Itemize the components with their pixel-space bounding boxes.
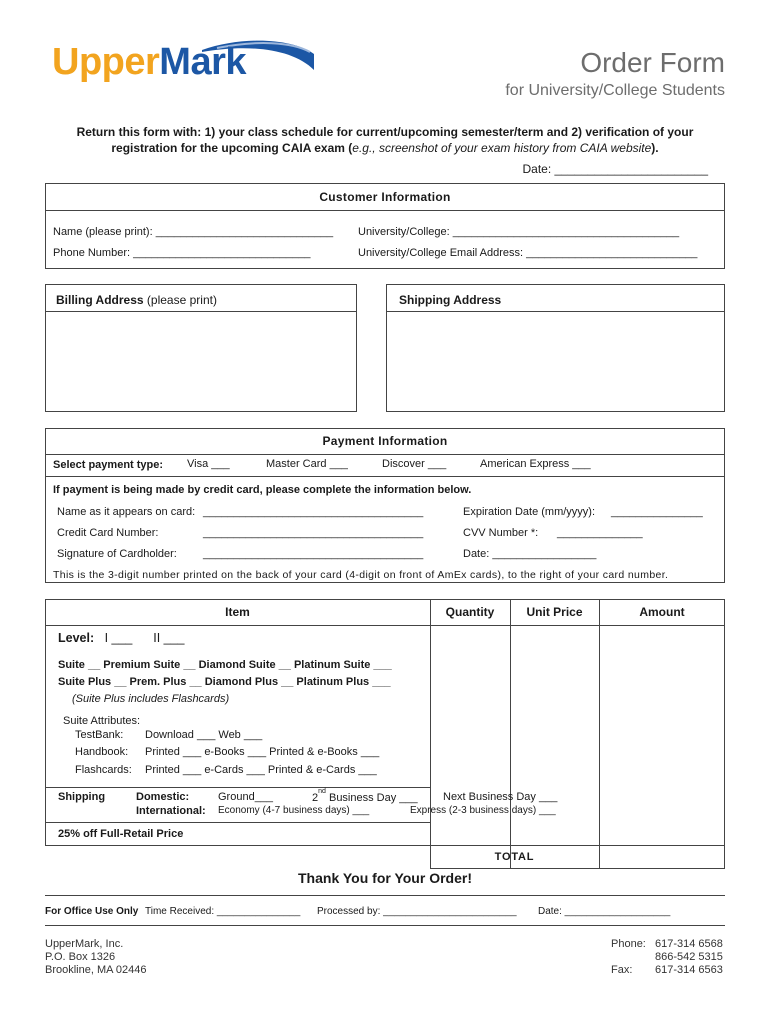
instructions-line2 (40, 140, 730, 156)
testbank-options[interactable]: Download ___ Web ___ (145, 729, 263, 741)
page-title: Order Form (580, 47, 725, 78)
credit-card-note: If payment is being made by credit card, please complete the information below. (53, 484, 472, 496)
flashcards-label: Flashcards: (75, 764, 132, 776)
suite-attributes-heading: Suite Attributes: (63, 715, 141, 727)
billing-heading-note: (please print) (143, 293, 217, 307)
divider (45, 210, 725, 211)
office-date-field[interactable]: Date: ___________________ (538, 906, 671, 917)
intl-economy-option[interactable]: Economy (4-7 business days) ___ (218, 805, 370, 816)
handbook-label: Handbook: (75, 746, 129, 758)
col-header-quantity: Quantity (445, 605, 495, 619)
contact-numbers (655, 938, 723, 977)
name-on-card-label: Name as it appears on card: (57, 506, 196, 518)
discover-option[interactable]: Discover ___ (382, 458, 447, 470)
billing-heading-label: Billing Address (56, 293, 144, 307)
level-label: Level: (58, 631, 95, 645)
city: Brookline, MA 02446 (45, 964, 147, 976)
expiration-field[interactable]: _______________ (611, 506, 703, 518)
payment-type-label: Select payment type: (53, 459, 164, 471)
divider (599, 599, 600, 869)
domestic-next-day-option[interactable]: Next Business Day ___ (443, 791, 558, 803)
ordinal-suffix: nd (318, 788, 326, 795)
shipping-label: Shipping (58, 791, 106, 803)
level-1-option[interactable]: I ___ (104, 631, 133, 645)
instructions-line2-a: registration for the upcoming CAIA exam ( (111, 141, 353, 155)
divider (45, 822, 430, 823)
divider (430, 845, 725, 846)
card-number-field[interactable]: ____________________________________ (203, 527, 424, 539)
logo (52, 41, 246, 84)
logo-upper: Upper (52, 41, 160, 83)
level-row (58, 631, 185, 645)
domestic-ground-option[interactable]: Ground___ (218, 791, 274, 803)
company-name: UpperMark, Inc. (45, 938, 124, 950)
shipping-address-heading: Shipping Address (399, 293, 502, 307)
office-use-label: For Office Use Only (45, 906, 139, 917)
amex-option[interactable]: American Express ___ (480, 458, 591, 470)
instructions (40, 124, 730, 156)
cvv-label: CVV Number *: (463, 527, 539, 539)
payment-date-field[interactable]: Date: _________________ (463, 548, 597, 560)
billing-address-heading (56, 293, 217, 307)
suite-note: (Suite Plus includes Flashcards) (72, 693, 230, 705)
phone-field[interactable]: Phone Number: _____________________________ (53, 247, 311, 259)
instructions-line2-c: ). (651, 141, 659, 155)
thank-you-message: Thank You for Your Order! (298, 870, 472, 886)
mastercard-option[interactable]: Master Card ___ (266, 458, 348, 470)
signature-label: Signature of Cardholder: (57, 548, 177, 560)
instructions-line1: Return this form with: 1) your class schedule for current/upcoming semester/term and 2) verification of your (76, 125, 694, 139)
expiration-label: Expiration Date (mm/yyyy): (463, 506, 596, 518)
name-on-card-field[interactable]: ____________________________________ (203, 506, 424, 518)
po-box: P.O. Box 1326 (45, 951, 116, 963)
col-header-unit-price: Unit Price (526, 605, 583, 619)
processed-by-field[interactable]: Processed by: ________________________ (317, 906, 517, 917)
divider (45, 476, 725, 477)
domestic-2nd-day-option[interactable] (312, 788, 418, 804)
phone-number-2: 866-542 5315 (655, 951, 723, 963)
suite-options-row1[interactable]: Suite __ Premium Suite __ Diamond Suite __ Platinum Suite ___ (58, 659, 392, 671)
divider (45, 925, 725, 926)
international-label: International: (136, 805, 206, 817)
divider (45, 625, 725, 626)
logo-mark: Mark (159, 41, 247, 83)
flashcards-options[interactable]: Printed ___ e-Cards ___ Printed & e-Cards ___ (145, 764, 377, 776)
cvv-note: This is the 3-digit number printed on the back of your card (4-digit on front of AmEx cards), to the right of your card number. (53, 569, 669, 581)
divider (386, 311, 725, 312)
divider (430, 599, 431, 869)
divider (510, 599, 511, 869)
date-field[interactable]: Date: _______________________ (522, 162, 708, 176)
company-address (45, 938, 147, 977)
divider (45, 454, 725, 455)
divider (45, 895, 725, 896)
ordinal-number: 2 (312, 791, 319, 804)
contact-labels (611, 938, 646, 977)
divider (45, 311, 357, 312)
total-label: TOTAL (494, 851, 535, 863)
handbook-options[interactable]: Printed ___ e-Books ___ Printed & e-Books ___ (145, 746, 380, 758)
university-field[interactable]: University/College: _____________________________________ (358, 226, 680, 238)
col-header-amount: Amount (639, 605, 685, 619)
phone-label: Phone: (611, 938, 646, 950)
fax-label: Fax: (611, 964, 633, 976)
discount-label: 25% off Full-Retail Price (58, 828, 184, 840)
page-subtitle: for University/College Students (505, 82, 725, 99)
intl-express-option[interactable]: Express (2-3 business days) ___ (410, 805, 556, 816)
signature-field[interactable]: ____________________________________ (203, 548, 424, 560)
ordinal-text: Business Day ___ (325, 791, 418, 804)
payment-info-heading: Payment Information (322, 434, 448, 448)
time-received-field[interactable]: Time Received: _______________ (145, 906, 301, 917)
suite-options-row2[interactable]: Suite Plus __ Prem. Plus __ Diamond Plus __ Platinum Plus ___ (58, 676, 391, 688)
visa-option[interactable]: Visa ___ (187, 458, 230, 470)
table-gap (44, 846, 430, 870)
testbank-label: TestBank: (75, 729, 124, 741)
university-email-field[interactable]: University/College Email Address: ____________________________ (358, 247, 698, 259)
level-2-option[interactable]: II ___ (153, 631, 185, 645)
phone-number-1: 617-314 6568 (655, 938, 723, 950)
cvv-field[interactable]: ______________ (557, 527, 643, 539)
name-field[interactable]: Name (please print): _____________________________ (53, 226, 334, 238)
card-number-label: Credit Card Number: (57, 527, 159, 539)
domestic-label: Domestic: (136, 791, 190, 803)
col-header-item: Item (225, 605, 250, 619)
customer-info-heading: Customer Information (319, 190, 451, 204)
instructions-line2-b: e.g., screenshot of your exam history from CAIA website (352, 141, 652, 155)
fax-number: 617-314 6563 (655, 964, 723, 976)
